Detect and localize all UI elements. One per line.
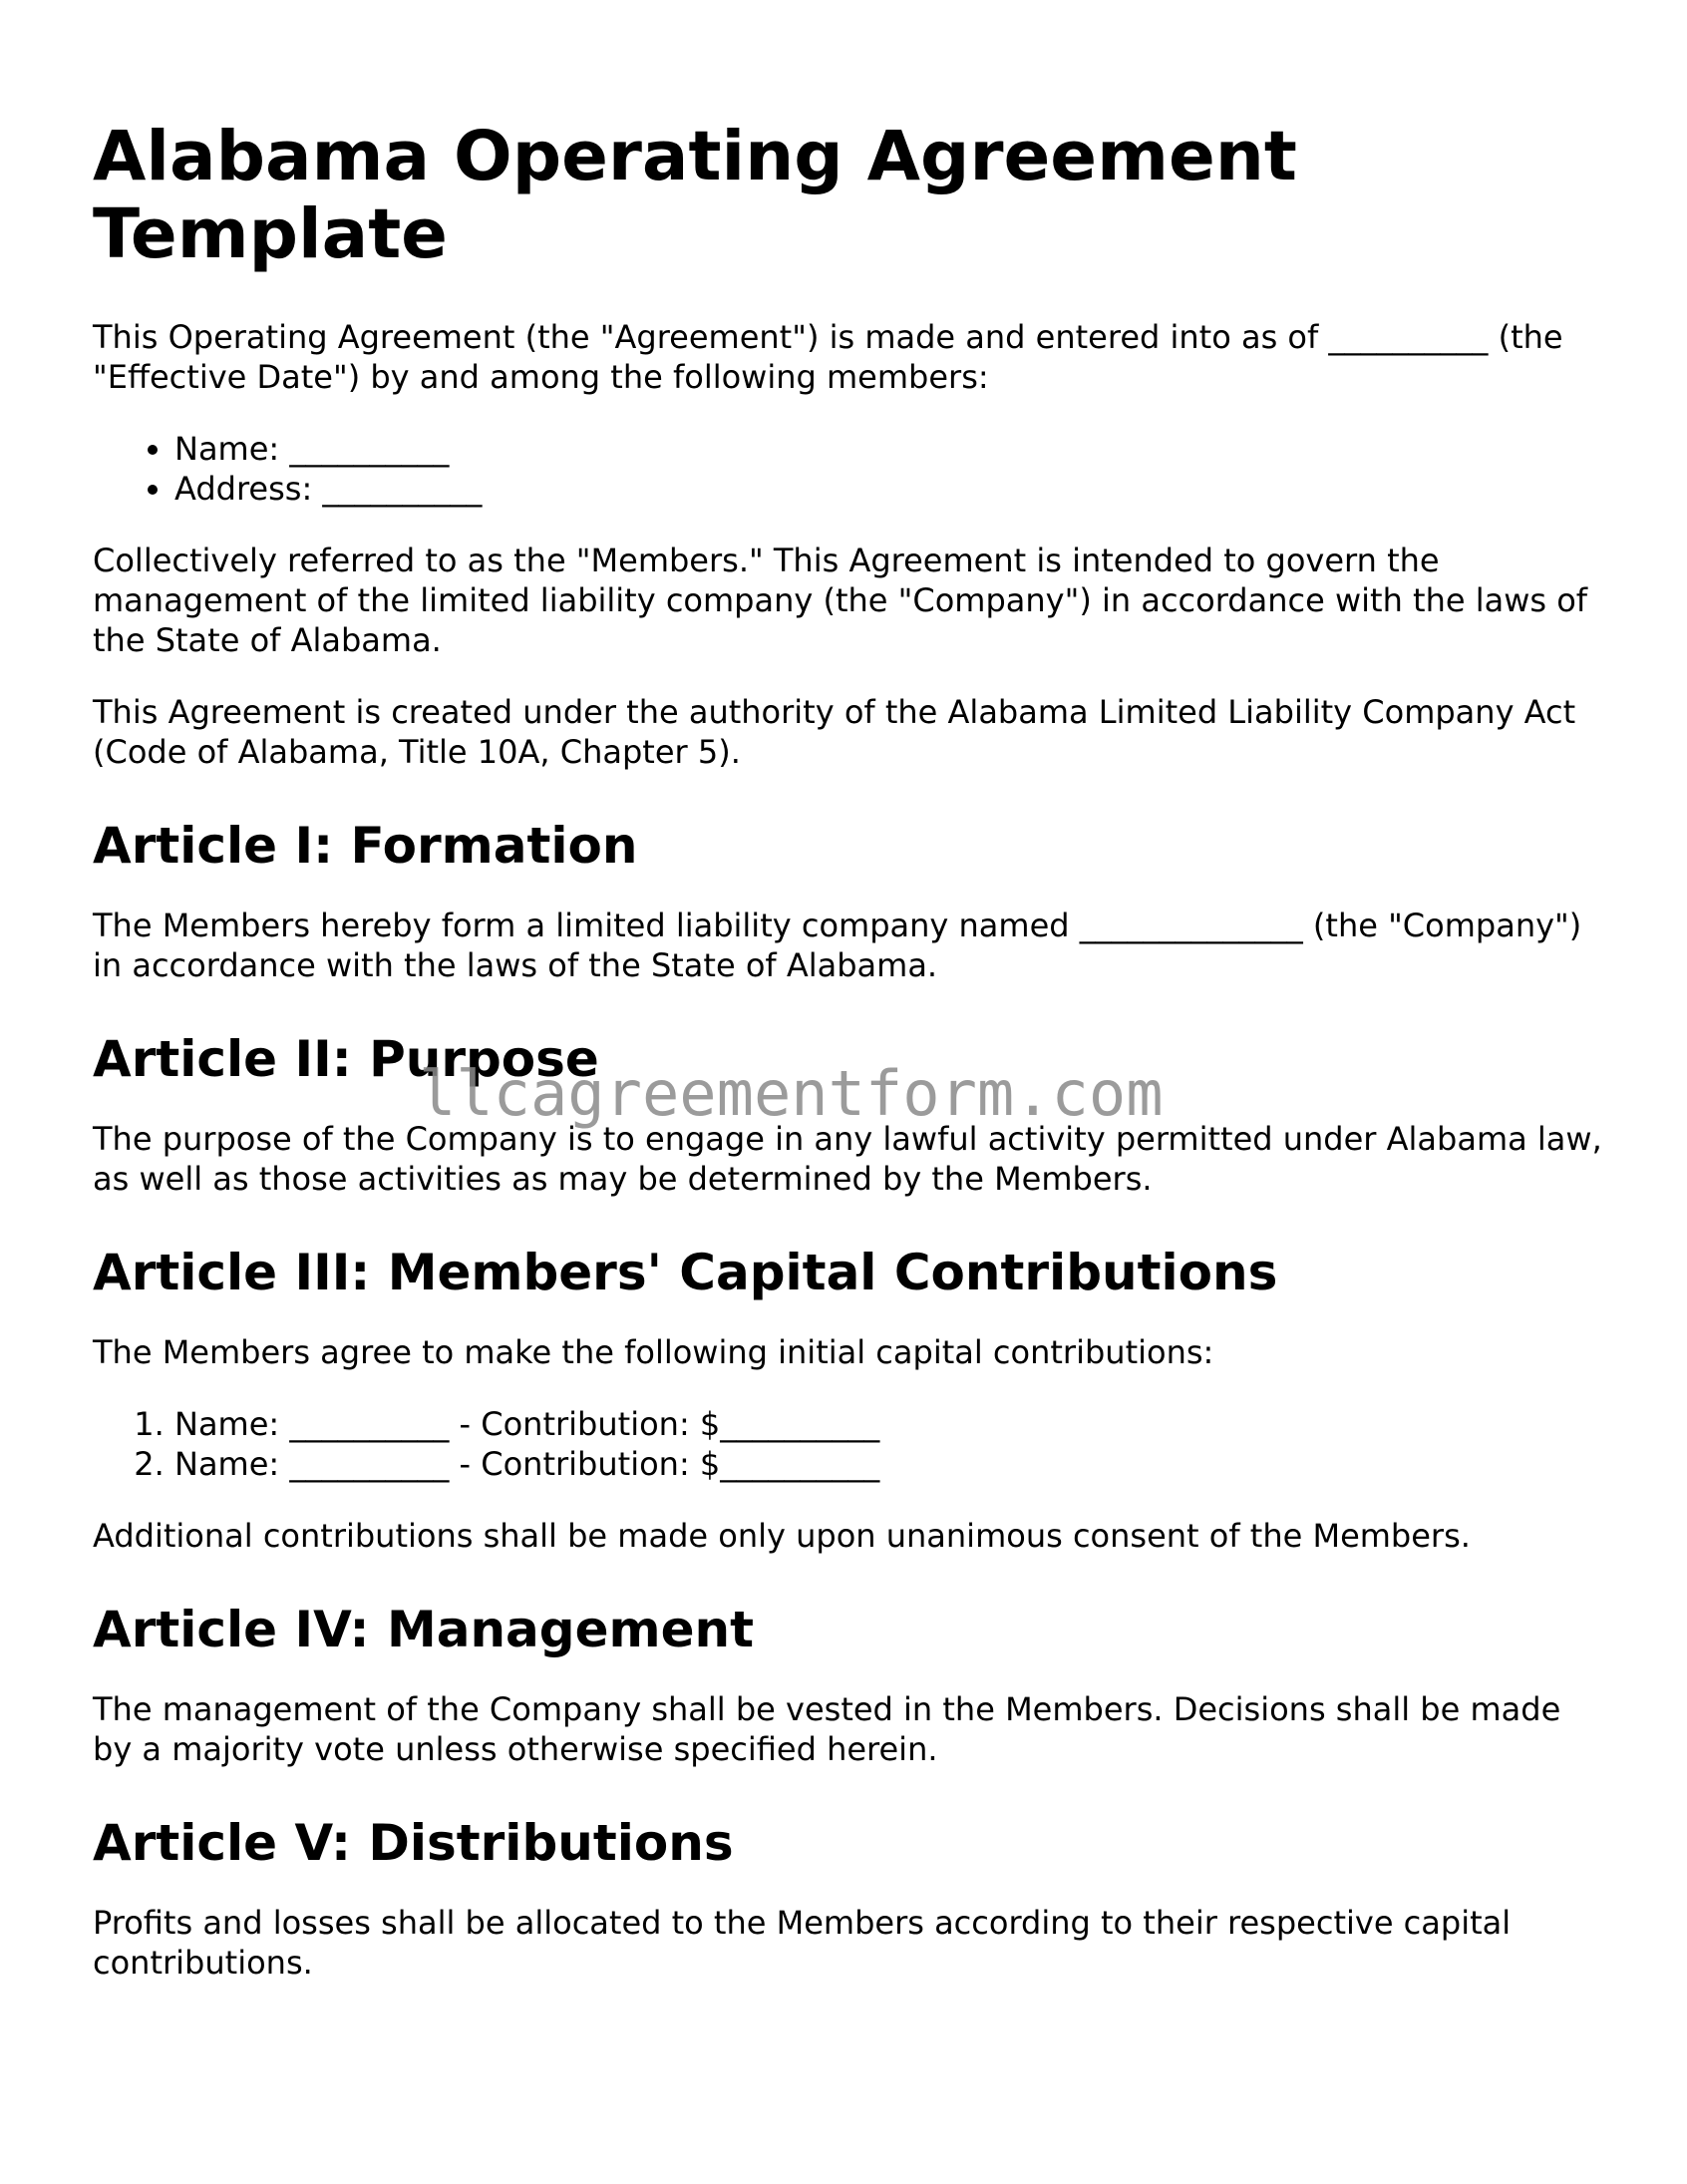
article-2-text: The purpose of the Company is to engage in any lawful activity permitted under Alabama law, as well as those activities as may be determined by the Members.: [93, 1120, 1602, 1198]
article-1-heading: Article I: Formation: [93, 817, 638, 875]
article-5-text: Profits and losses shall be allocated to the Members according to their respective capital contributions.: [93, 1904, 1512, 1982]
contributions-list: [93, 1404, 1608, 1484]
article-3-text: The Members agree to make the following initial capital contributions:: [93, 1333, 1214, 1371]
article-4-heading: Article IV: Management: [93, 1601, 754, 1658]
article-4-text: The management of the Company shall be vested in the Members. Decisions shall be made by a majority vote unless otherwise specified herein.: [93, 1690, 1561, 1768]
article-2-heading: Article II: Purpose: [93, 1030, 599, 1088]
document-page: [93, 118, 1608, 2014]
list-item: 1. Name: __________ - Contribution: $__________: [174, 1404, 1608, 1444]
list-item: • Address: __________: [174, 469, 1608, 509]
intro-paragraph: This Operating Agreement (the "Agreement") is made and entered into as of __________ (the "Effective Date") by and among the following members:: [93, 318, 1563, 396]
list-item: 2. Name: __________ - Contribution: $__________: [174, 1444, 1608, 1484]
article-1-text: The Members hereby form a limited liability company named ______________ (the "Company") in accordance with the laws of the State of Alabama.: [93, 907, 1582, 984]
list-item: • Name: __________: [174, 429, 1608, 469]
article-3-heading: Article III: Members' Capital Contributions: [93, 1244, 1278, 1301]
document-title: Alabama Operating Agreement Template: [93, 117, 1297, 274]
collective-paragraph: Collectively referred to as the "Members." This Agreement is intended to govern the management of the limited liability company (the "Company") in accordance with the laws of the State of Alabama.: [93, 542, 1588, 659]
authority-paragraph: This Agreement is created under the authority of the Alabama Limited Liability Company Act (Code of Alabama, Title 10A, Chapter 5).: [93, 693, 1576, 771]
members-list: [93, 429, 1608, 509]
article-5-heading: Article V: Distributions: [93, 1814, 734, 1872]
article-3-text-additional: Additional contributions shall be made only upon unanimous consent of the Members.: [93, 1517, 1471, 1555]
watermark: llcagreementform.com: [419, 1057, 1164, 1130]
